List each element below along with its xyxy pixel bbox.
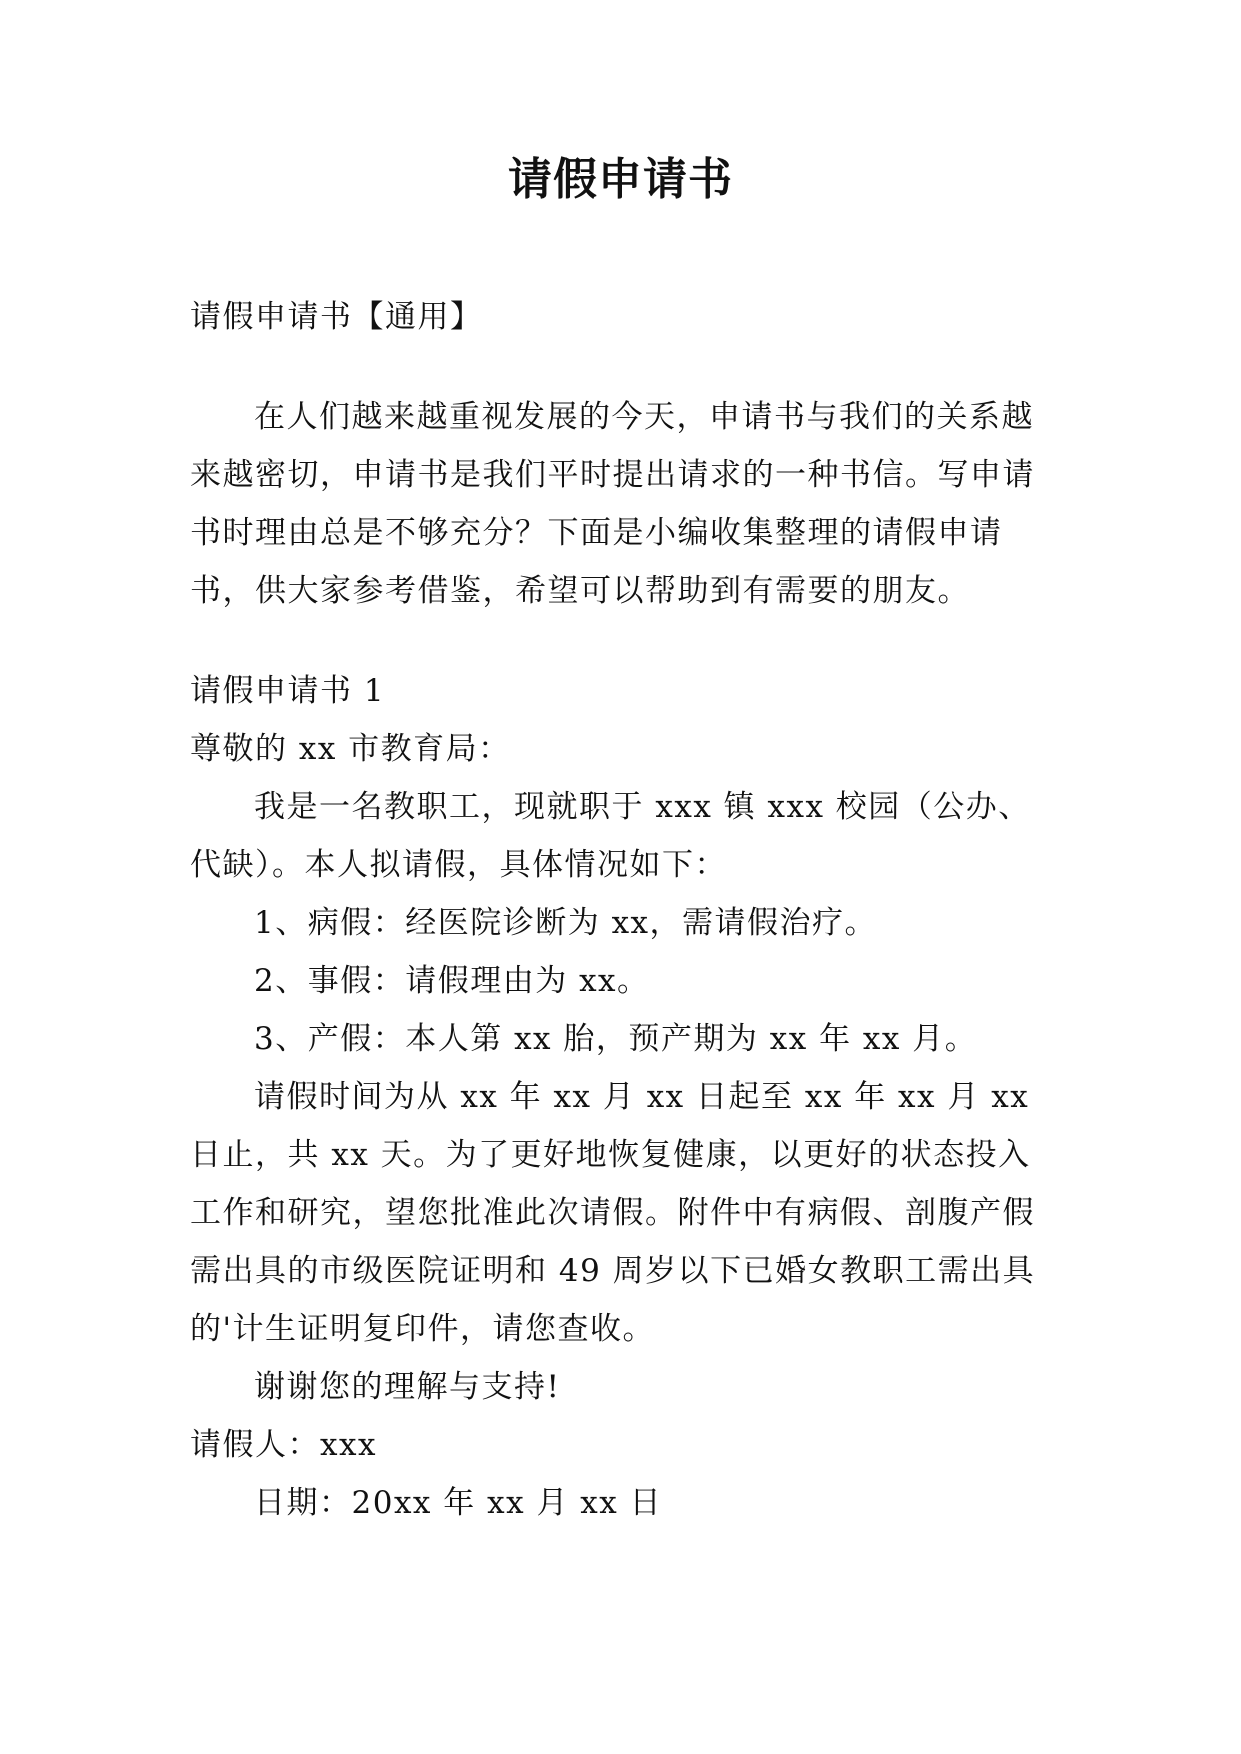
document-title: 请假申请书	[508, 154, 733, 205]
applicant-line: 请假人：xxx	[190, 1427, 377, 1463]
document-subtitle: 请假申请书【通用】	[190, 299, 483, 335]
list-item-personal-leave: 2、事假：请假理由为 xx。	[254, 963, 650, 999]
list-item-maternity-leave: 3、产假：本人第 xx 胎，预产期为 xx 年 xx 月。	[254, 1021, 978, 1057]
section-heading: 请假申请书 1	[190, 673, 386, 709]
document-body	[190, 288, 1050, 1532]
list-item-sick-leave: 1、病假：经医院诊断为 xx，需请假治疗。	[254, 905, 878, 941]
salutation: 尊敬的 xx 市教育局：	[190, 731, 511, 767]
date-line: 日期：20xx 年 xx 月 xx 日	[254, 1485, 663, 1521]
body-paragraph-2: 请假时间为从 xx 年 xx 月 xx 日起至 xx 年 xx 月 xx 日止，共 xx 天。为了更好地恢复健康，以更好的状态投入工作和研究，望您批准此次请假。附件中有病假、剖腹产假需出具的市级医院证明和 49 周岁以下已婚女教职工需出具的'计生证明复印件，请您查收。	[190, 1079, 1036, 1347]
intro-paragraph: 在人们越来越重视发展的今天，申请书与我们的关系越来越密切，申请书是我们平时提出请求的一种书信。写申请书时理由总是不够充分？下面是小编收集整理的请假申请书，供大家参考借鉴，希望可以帮助到有需要的朋友。	[190, 399, 1035, 609]
body-paragraph-1: 我是一名教职工，现就职于 xxx 镇 xxx 校园（公办、代缺）。本人拟请假，具体情况如下：	[190, 789, 1031, 883]
thanks-line: 谢谢您的理解与支持!	[254, 1369, 561, 1405]
